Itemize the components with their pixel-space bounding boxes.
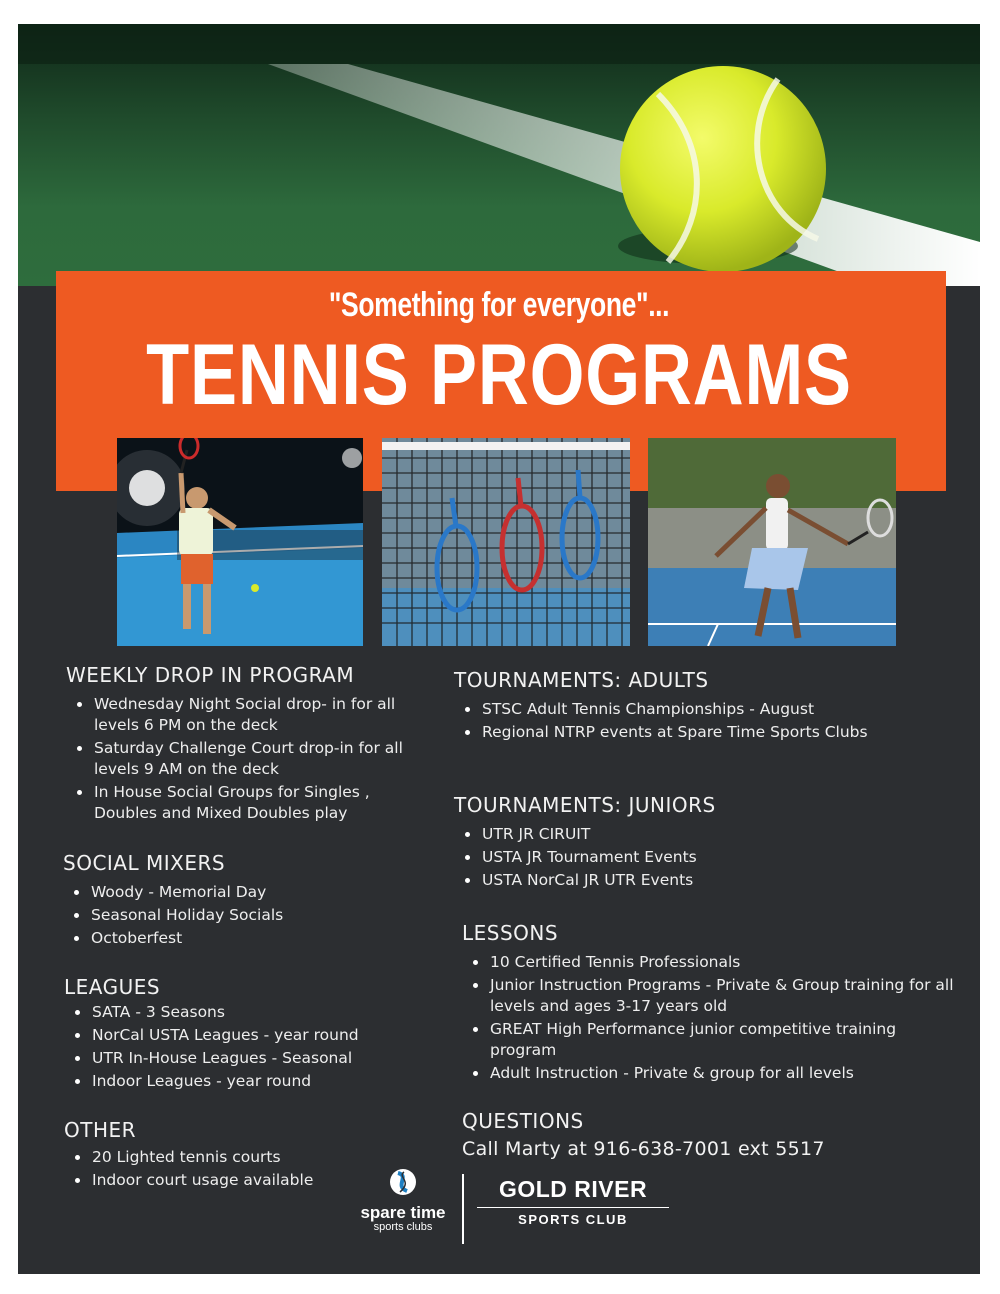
list-item: USTA JR Tournament Events — [482, 847, 934, 868]
tagline: "Something for everyone"... — [328, 286, 670, 324]
list-item: 20 Lighted tennis courts — [92, 1147, 434, 1168]
list-item: UTR In-House Leagues - Seasonal — [92, 1048, 434, 1069]
list-item: Junior Instruction Programs - Private & Group training for all levels and ages 3-17 years old — [490, 975, 960, 1017]
list-item: Regional NTRP events at Spare Time Sports Clubs — [482, 722, 902, 743]
photo-junior-player — [648, 438, 896, 646]
section-heading: TOURNAMENTS: ADULTS — [454, 668, 709, 692]
spare-time-sub: sports clubs — [373, 1221, 433, 1233]
spare-time-logo — [348, 1167, 458, 1233]
section-heading: QUESTIONS — [462, 1109, 584, 1133]
list-item: Wednesday Night Social drop- in for all levels 6 PM on the deck — [94, 694, 436, 736]
list-item: Indoor Leagues - year round — [92, 1071, 434, 1092]
section-questions — [462, 1108, 942, 1160]
section-social-mixers — [63, 850, 433, 951]
list-item: Indoor court usage available — [92, 1170, 434, 1191]
section-heading: TOURNAMENTS: JUNIORS — [454, 793, 716, 817]
tennis-ball-icon — [620, 66, 826, 272]
adults-list — [454, 699, 902, 743]
weekly-list — [66, 694, 436, 824]
section-leagues — [64, 974, 434, 1094]
spare-time-ball-icon — [388, 1167, 418, 1197]
list-item: Seasonal Holiday Socials — [91, 905, 433, 926]
juniors-list — [454, 824, 934, 891]
lessons-list — [462, 952, 960, 1084]
leagues-list — [64, 1002, 434, 1092]
gold-river-rule — [477, 1207, 669, 1208]
list-item: Woody - Memorial Day — [91, 882, 433, 903]
hero-image — [18, 24, 980, 286]
section-heading: SOCIAL MIXERS — [63, 851, 226, 875]
list-item: UTR JR CIRUIT — [482, 824, 934, 845]
mixers-list — [63, 882, 433, 949]
section-heading: LESSONS — [462, 921, 559, 945]
list-item: 10 Certified Tennis Professionals — [490, 952, 960, 973]
list-item: Octoberfest — [91, 928, 433, 949]
gold-river-sub: SPORTS CLUB — [518, 1212, 628, 1227]
gold-river-name: GOLD RIVER — [498, 1176, 648, 1202]
section-heading: WEEKLY DROP IN PROGRAM — [66, 663, 355, 687]
logo-divider — [462, 1174, 464, 1244]
section-tournaments-adults — [454, 667, 934, 745]
list-item: Saturday Challenge Court drop-in for all levels 9 AM on the deck — [94, 738, 436, 780]
contact-phone: Call Marty at 916-638-7001 ext 5517 — [462, 1138, 825, 1160]
gold-river-logo — [473, 1176, 673, 1227]
flyer — [18, 24, 980, 1274]
list-item: Adult Instruction - Private & group for all levels — [490, 1063, 960, 1084]
list-item: In House Social Groups for Singles , Doubles and Mixed Doubles play — [94, 782, 436, 824]
section-lessons — [462, 920, 962, 1086]
list-item: GREAT High Performance junior competitive training program — [490, 1019, 960, 1061]
section-tournaments-juniors — [454, 792, 934, 893]
section-heading: LEAGUES — [64, 975, 161, 999]
page-title: TENNIS PROGRAMS — [146, 327, 852, 423]
section-weekly-drop-in — [66, 662, 436, 826]
photo-rackets-net — [382, 438, 630, 646]
section-heading: OTHER — [64, 1118, 137, 1142]
list-item: NorCal USTA Leagues - year round — [92, 1025, 434, 1046]
list-item: USTA NorCal JR UTR Events — [482, 870, 934, 891]
list-item: STSC Adult Tennis Championships - August — [482, 699, 902, 720]
list-item: SATA - 3 Seasons — [92, 1002, 434, 1023]
spare-time-name: spare time — [360, 1203, 446, 1222]
tennis-ball-court-illustration — [18, 24, 980, 286]
photo-player-night — [117, 438, 363, 646]
